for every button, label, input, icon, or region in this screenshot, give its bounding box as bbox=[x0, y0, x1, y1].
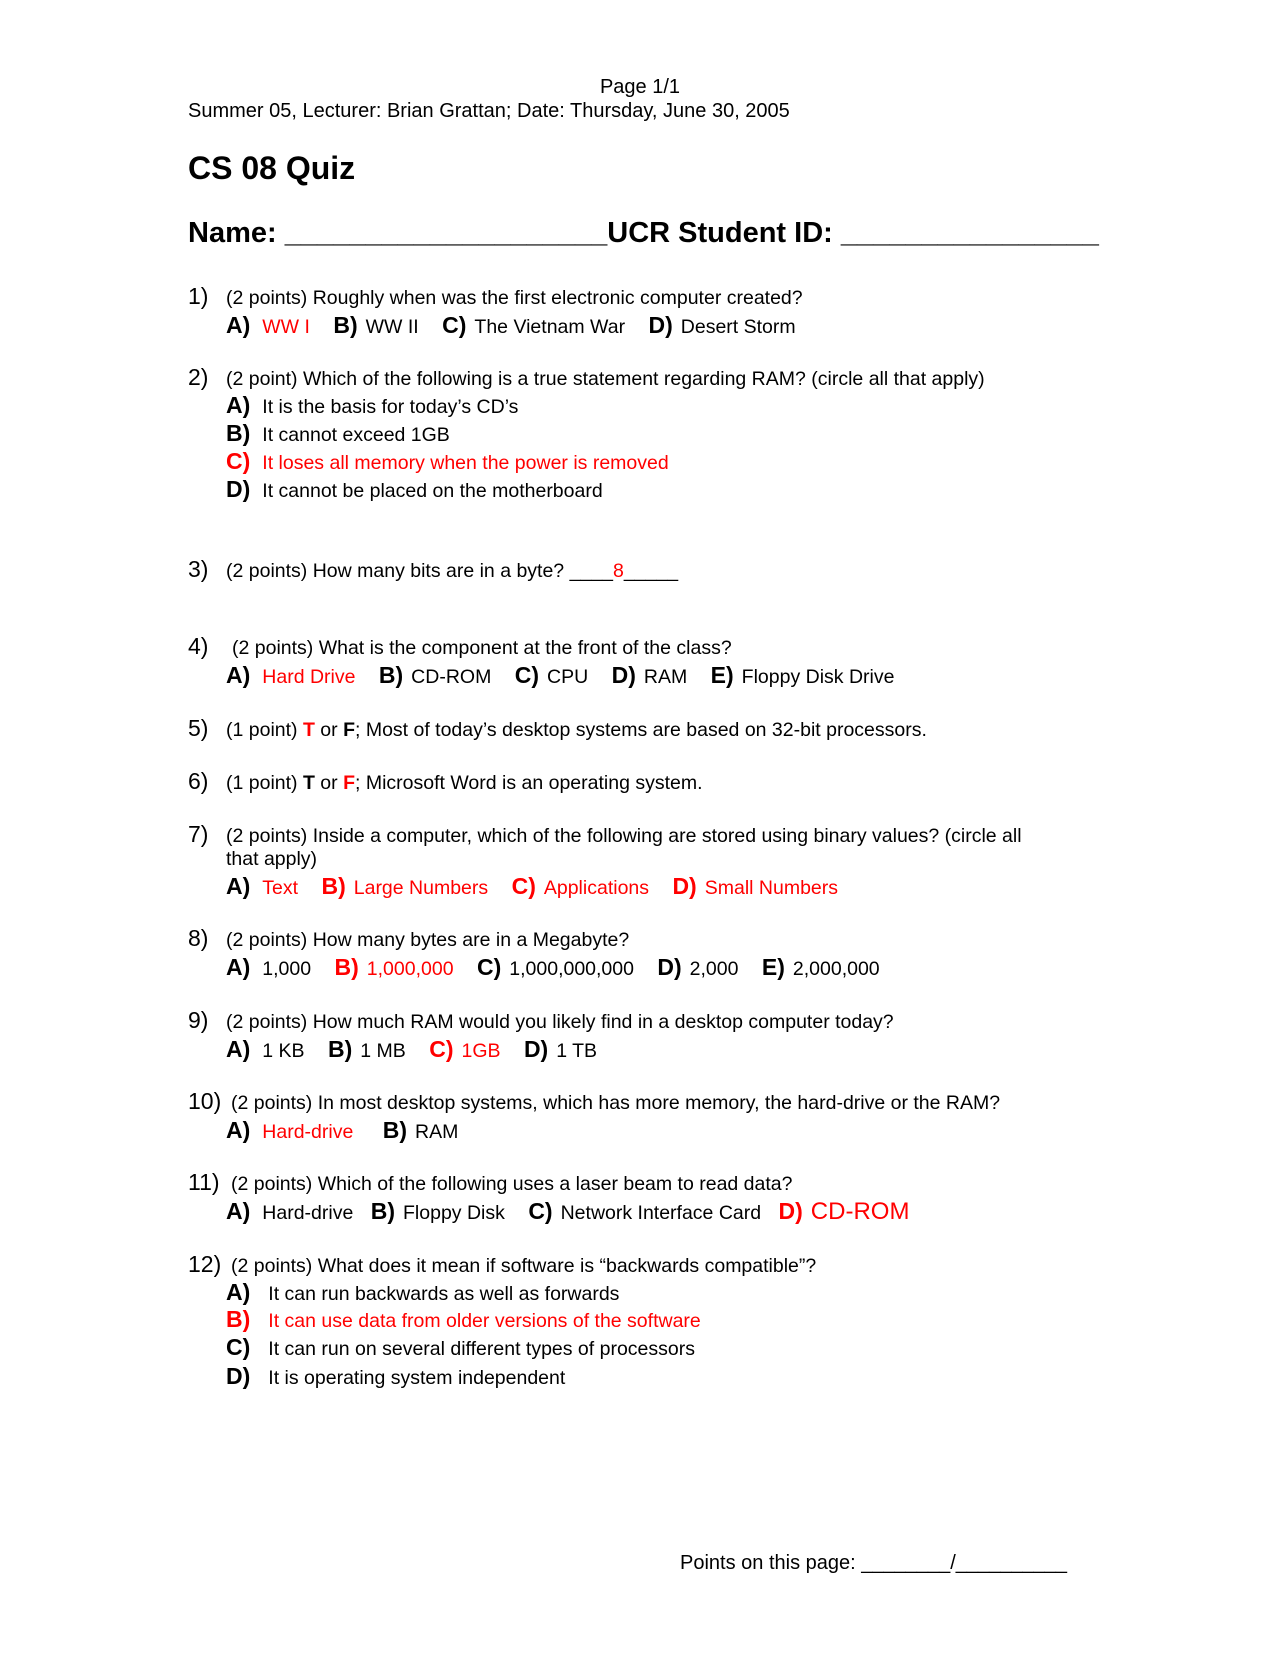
question-text: (2 points) What does it mean if software is “backwards compatible”? bbox=[231, 1255, 817, 1277]
option-text: WW II bbox=[365, 316, 419, 338]
option-letter: A) bbox=[226, 954, 251, 980]
question-number: 3) bbox=[188, 556, 209, 582]
option-text: It is operating system independent bbox=[268, 1367, 566, 1389]
option-a bbox=[226, 1278, 619, 1308]
name-id-line: Name: ____________________UCR Student ID: ________________ bbox=[188, 217, 1099, 249]
question-number: 11) bbox=[188, 1169, 220, 1195]
option-letter: A) bbox=[226, 312, 251, 338]
option-letter: C) bbox=[511, 873, 536, 899]
question-number: 5) bbox=[188, 715, 209, 741]
question-text: (2 points) How many bits are in a byte? ____ bbox=[226, 560, 613, 582]
option-answer: CD-ROM bbox=[810, 1198, 910, 1225]
option-text: Floppy Disk bbox=[403, 1202, 505, 1224]
question-4 bbox=[188, 634, 732, 660]
option-letter: B) bbox=[378, 662, 404, 688]
option-letter: B) bbox=[370, 1198, 396, 1224]
quiz-title: CS 08 Quiz bbox=[188, 150, 356, 186]
question-12 bbox=[188, 1252, 816, 1278]
option-letter: A) bbox=[226, 1279, 251, 1305]
option-answer: Small Numbers bbox=[704, 877, 839, 899]
option-text: 1,000,000,000 bbox=[509, 958, 634, 980]
option-text: 2,000,000 bbox=[792, 958, 880, 980]
option-letter: E) bbox=[710, 662, 734, 688]
option-answer: Hard Drive bbox=[262, 666, 356, 688]
answer-value: 8 bbox=[612, 560, 624, 582]
question-number: 4) bbox=[188, 633, 209, 659]
question-9-options bbox=[226, 1035, 597, 1065]
option-answer: It loses all memory when the power is removed bbox=[262, 452, 669, 474]
false-option: F bbox=[343, 719, 355, 741]
option-c bbox=[226, 1333, 695, 1363]
or-text: or bbox=[314, 719, 344, 741]
question-text-continued: that apply) bbox=[226, 848, 318, 870]
option-letter: C) bbox=[226, 1334, 251, 1360]
option-letter: C) bbox=[528, 1198, 553, 1224]
question-number: 12) bbox=[188, 1251, 222, 1277]
question-number: 9) bbox=[188, 1007, 209, 1033]
option-text: The Vietnam War bbox=[474, 316, 626, 338]
option-letter: D) bbox=[226, 1363, 251, 1389]
or-text: or bbox=[314, 772, 344, 794]
question-text: (2 points) How much RAM would you likely find in a desktop computer today? bbox=[226, 1011, 894, 1033]
option-text: Hard-drive bbox=[262, 1202, 354, 1224]
option-letter: D) bbox=[648, 312, 673, 338]
option-letter: D) bbox=[778, 1198, 803, 1224]
question-8 bbox=[188, 926, 629, 952]
option-letter: D) bbox=[523, 1036, 549, 1062]
option-b-answer bbox=[226, 1305, 701, 1335]
option-text: RAM bbox=[643, 666, 688, 688]
option-answer: WW I bbox=[262, 316, 310, 338]
question-2 bbox=[188, 365, 985, 391]
option-answer: Text bbox=[262, 877, 299, 899]
question-text: (2 points) In most desktop systems, which has more memory, the hard-drive or the RAM? bbox=[231, 1092, 1001, 1114]
option-letter: B) bbox=[226, 420, 251, 446]
option-letter: D) bbox=[226, 476, 251, 502]
option-text: 1,000 bbox=[262, 958, 312, 980]
question-text: (2 points) What is the component at the front of the class? bbox=[232, 637, 732, 659]
option-letter: B) bbox=[327, 1036, 353, 1062]
option-letter: A) bbox=[226, 1036, 251, 1062]
question-number: 10) bbox=[188, 1088, 222, 1114]
option-c-answer bbox=[226, 447, 669, 477]
question-number: 6) bbox=[188, 768, 209, 794]
option-letter: B) bbox=[382, 1117, 408, 1143]
question-text: (2 points) Which of the following uses a laser beam to read data? bbox=[231, 1173, 793, 1195]
option-letter: A) bbox=[226, 662, 251, 688]
points-on-page: Points on this page: ________/__________ bbox=[680, 1552, 1068, 1574]
page-number: Page 1/1 bbox=[599, 76, 681, 98]
option-answer: 1GB bbox=[461, 1040, 501, 1062]
question-text: (2 points) Roughly when was the first electronic computer created? bbox=[226, 287, 803, 309]
question-1 bbox=[188, 284, 803, 310]
option-text: Network Interface Card bbox=[560, 1202, 762, 1224]
question-4-options bbox=[226, 661, 894, 691]
question-number: 7) bbox=[188, 821, 209, 847]
option-letter: C) bbox=[514, 662, 540, 688]
option-text: CD-ROM bbox=[411, 666, 492, 688]
option-text: It cannot be placed on the motherboard bbox=[262, 480, 603, 502]
option-text: It can run on several different types of processors bbox=[268, 1338, 695, 1360]
option-letter: C) bbox=[226, 448, 251, 474]
option-letter: C) bbox=[442, 312, 467, 338]
option-letter: A) bbox=[226, 392, 251, 418]
option-text: 1 MB bbox=[360, 1040, 406, 1062]
option-text: It cannot exceed 1GB bbox=[262, 424, 450, 446]
option-text: Desert Storm bbox=[680, 316, 796, 338]
option-letter: B) bbox=[321, 873, 346, 899]
option-answer: 1,000,000 bbox=[366, 958, 454, 980]
question-10-options bbox=[226, 1116, 458, 1146]
question-10 bbox=[188, 1089, 1000, 1115]
question-7 bbox=[188, 822, 1022, 848]
option-answer: It can use data from older versions of the software bbox=[268, 1310, 701, 1332]
option-text: 1 KB bbox=[262, 1040, 305, 1062]
question-number: 2) bbox=[188, 364, 209, 390]
option-d bbox=[226, 475, 603, 505]
option-answer: Large Numbers bbox=[353, 877, 489, 899]
answer-blank: _____ bbox=[623, 560, 679, 582]
option-answer: Applications bbox=[543, 877, 650, 899]
question-9 bbox=[188, 1008, 894, 1034]
question-5 bbox=[188, 716, 927, 742]
option-text: It is the basis for today’s CD’s bbox=[262, 396, 519, 418]
question-11 bbox=[188, 1170, 792, 1196]
question-11-options bbox=[226, 1197, 909, 1227]
option-letter: B) bbox=[333, 312, 358, 338]
option-text: 1 TB bbox=[556, 1040, 598, 1062]
option-letter: D) bbox=[611, 662, 636, 688]
option-letter: D) bbox=[657, 954, 682, 980]
question-text: ; Most of today’s desktop systems are based on 32-bit processors. bbox=[354, 719, 927, 741]
true-option: T bbox=[302, 772, 315, 794]
option-text: It can run backwards as well as forwards bbox=[268, 1283, 620, 1305]
option-letter: D) bbox=[672, 873, 697, 899]
option-text: CPU bbox=[547, 666, 589, 688]
option-letter: C) bbox=[476, 954, 502, 980]
question-3 bbox=[188, 557, 678, 583]
question-text: (2 points) How many bytes are in a Megabyte? bbox=[226, 929, 630, 951]
option-d bbox=[226, 1362, 565, 1392]
option-text: 2,000 bbox=[689, 958, 739, 980]
question-8-options bbox=[226, 953, 880, 983]
question-text: ; Microsoft Word is an operating system. bbox=[354, 772, 703, 794]
question-6 bbox=[188, 769, 703, 795]
option-b bbox=[226, 419, 450, 449]
option-letter: A) bbox=[226, 1117, 251, 1143]
question-number: 1) bbox=[188, 283, 209, 309]
question-1-options bbox=[226, 311, 796, 341]
option-answer: Hard-drive bbox=[262, 1121, 354, 1143]
option-letter: C) bbox=[429, 1036, 454, 1062]
course-info-line: Summer 05, Lecturer: Brian Grattan; Date: Thursday, June 30, 2005 bbox=[188, 100, 790, 122]
option-letter: B) bbox=[334, 954, 359, 980]
option-text: RAM bbox=[415, 1121, 459, 1143]
option-a bbox=[226, 391, 518, 421]
option-letter: B) bbox=[226, 1306, 251, 1332]
true-answer: T bbox=[302, 719, 315, 741]
question-prefix: (1 point) bbox=[226, 772, 303, 794]
option-letter: E) bbox=[761, 954, 785, 980]
question-text: (2 points) Inside a computer, which of the following are stored using binary values? (circle all bbox=[226, 825, 1022, 847]
option-letter: A) bbox=[226, 1198, 251, 1224]
question-7-options bbox=[226, 872, 838, 902]
question-number: 8) bbox=[188, 925, 209, 951]
question-text: (2 point) Which of the following is a true statement regarding RAM? (circle all that apply) bbox=[226, 368, 985, 390]
false-answer: F bbox=[343, 772, 355, 794]
option-letter: A) bbox=[226, 873, 251, 899]
question-prefix: (1 point) bbox=[226, 719, 303, 741]
option-text: Floppy Disk Drive bbox=[741, 666, 895, 688]
